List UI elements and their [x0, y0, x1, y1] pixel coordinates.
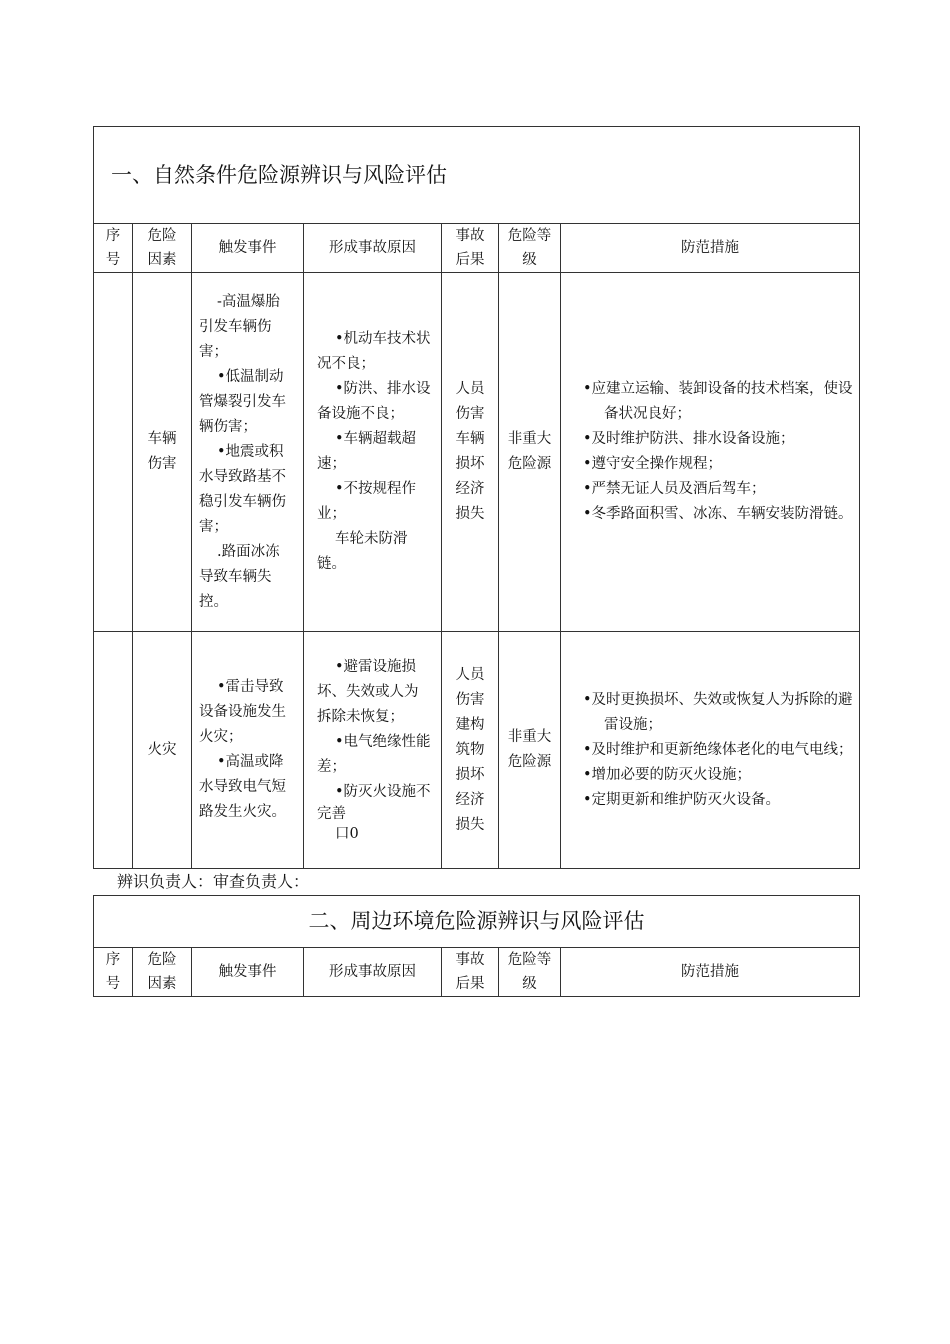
row-factor: 车辆 伤害 [133, 273, 192, 632]
header-consequence: 事故 后果 [442, 224, 499, 273]
row-measures: •及时更换损坏、失效或恢复人为拆除的避雷设施； •及时维护和更新绝缘体老化的电气电线； •增加必要的防灭火设施； •定期更新和维护防灭火设备。 [561, 632, 860, 869]
header-cause: 形成事故原因 [304, 224, 442, 273]
row-cause: •机动车技术状 况不良； •防洪、排水设 备设施不良； •车辆超载超 速； •不按规程作 业； 车轮未防滑 链。 [304, 273, 442, 632]
row-seq [94, 273, 133, 632]
header-factor: 危险 因素 [133, 948, 192, 997]
table-row [94, 273, 860, 632]
row-trigger: •雷击导致 设备设施发生 火灾； •高温或降 水导致电气短 路发生火灾。 [192, 632, 304, 869]
row-consequence: 人员 伤害 建构 筑物 损坏 经济 损失 [442, 632, 499, 869]
header-seq: 序 号 [94, 224, 133, 273]
row-cause: •避雷设施损 坏、失效或人为 拆除未恢复； •电气绝缘性能 差； •防灭火设施不 完善 口0 [304, 632, 442, 869]
header-level: 危险等 级 [499, 224, 561, 273]
header-measures: 防范措施 [561, 224, 860, 273]
environment-hazard-table [93, 895, 860, 997]
header-level: 危险等 级 [499, 948, 561, 997]
section1-header-row [94, 224, 860, 273]
row-consequence: 人员 伤害 车辆 损坏 经济 损失 [442, 273, 499, 632]
row-level: 非重大 危险源 [499, 273, 561, 632]
header-consequence: 事故 后果 [442, 948, 499, 997]
section2-title: 二、周边环境危险源辨识与风险评估 [94, 896, 860, 948]
table-row [94, 632, 860, 869]
header-measures: 防范措施 [561, 948, 860, 997]
row-trigger: -高温爆胎 引发车辆伤 害； •低温制动 管爆裂引发车 辆伤害； •地震或积 水导致路基不 稳引发车辆伤 害； .路面冰冻 导致车辆失 控。 [192, 273, 304, 632]
header-factor: 危险 因素 [133, 224, 192, 273]
natural-hazard-table [93, 126, 860, 869]
signature-line: 辨识负责人：审查负责人： [117, 872, 310, 891]
row-measures: •应建立运输、装卸设备的技术档案，使设备状况良好； •及时维护防洪、排水设备设施； •遵守安全操作规程； •严禁无证人员及酒后驾车； •冬季路面积雪、冰冻、车辆安装防滑链。 [561, 273, 860, 632]
header-cause: 形成事故原因 [304, 948, 442, 997]
header-trigger: 触发事件 [192, 224, 304, 273]
section1-title: 一、自然条件危险源辨识与风险评估 [94, 127, 860, 224]
header-seq: 序 号 [94, 948, 133, 997]
row-level: 非重大 危险源 [499, 632, 561, 869]
section2-header-row [94, 948, 860, 997]
row-seq [94, 632, 133, 869]
row-factor: 火灾 [133, 632, 192, 869]
header-trigger: 触发事件 [192, 948, 304, 997]
